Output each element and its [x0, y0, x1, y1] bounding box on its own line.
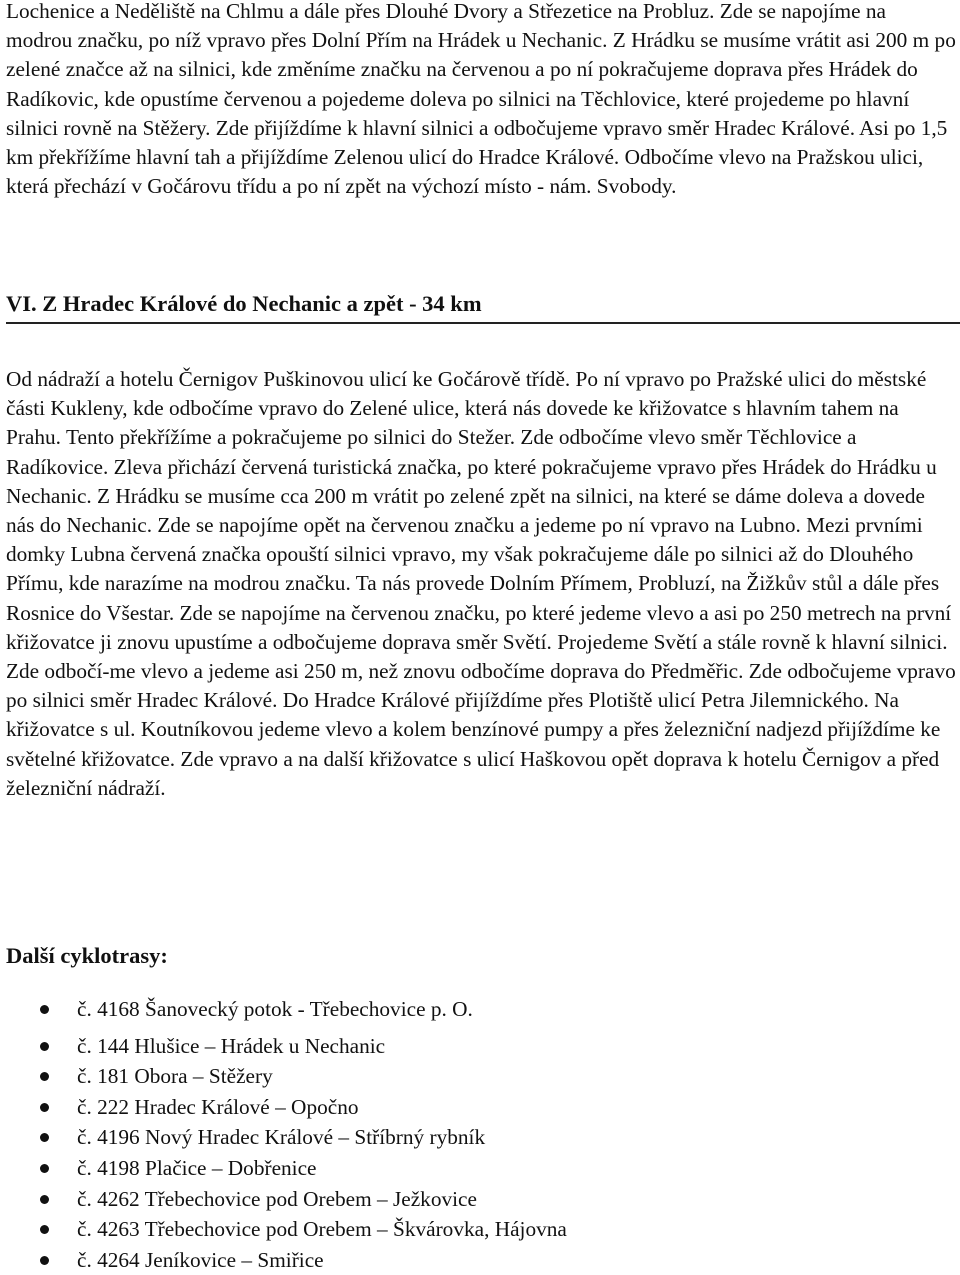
- route-label: č. 4262 Třebechovice pod Orebem – Ježkovice: [77, 1186, 477, 1211]
- route-description-paragraph: Od nádraží a hotelu Černigov Puškinovou ulicí ke Gočárově třídě. Po ní vpravo po Pražské ulici do městské části Kukleny, kde odbočíme vpravo do Zelené ulice, která nás dovede ke křižovatce s hlavním tahem na Prahu. Tento překřížíme a pokračujeme po silnici do Stežer. Zde odbočíme vlevo směr Těchlovice a Radíkovice. Zleva přichází červená turistická značka, po které pokračujeme vpravo přes Hrádek do Hrádku u Nechanic. Z Hrádku se musíme cca 200 m vrátit po zelené zpět na silnici, na které se dáme doleva a dovede nás do Nechanic. Zde se napojíme opět na červenou značku a jedeme po ní vpravo na Lubno. Mezi prvními domky Lubna červená značka opouští silnici vpravo, my však pokračujeme dále po silnici až do Dlouhého Přímu, kde narazíme na modrou značku. Ta nás provede Dolním Přímem, Probluzí, na Žižkův stůl a dále přes Rosnice do Všestar. Zde se napojíme na červenou značku, po které jedeme vlevo a asi po 250 metrech na první křižovatce ji znovu upustíme a odbočujeme doprava směr Světí. Projedeme Světí a stále rovně k hlavní silnici. Zde odbočí-me vlevo a jedeme asi 250 m, než znovu odbočíme doprava do Předměřic. Zde odbočujeme vpravo po silnici směr Hradec Králové. Do Hradce Králové přijíždíme přes Plotiště ulicí Petra Jilemnického. Na křižovatce s ul. Koutníkovou jedeme vlevo a kolem benzínové pumpy a přes železniční nadjezd přijíždíme ke světelné křižovatce. Zde vpravo a na další křižovatce s ulicí Haškovou opět doprava k hotelu Černigov a před železniční nádraží.: [6, 367, 956, 800]
- route-label: č. 4264 Jeníkovice – Smiřice: [77, 1247, 324, 1272]
- route-label: č. 4263 Třebechovice pod Orebem – Škvárovka, Hájovna: [77, 1217, 567, 1242]
- route-label: č. 144 Hlušice – Hrádek u Nechanic: [77, 1033, 386, 1058]
- bullet-icon: [40, 1103, 49, 1112]
- route-label: č. 4196 Nový Hradec Králové – Stříbrný rybník: [77, 1125, 486, 1150]
- route-label: č. 181 Obora – Stěžery: [77, 1064, 273, 1089]
- route-list-item: [6, 1031, 567, 1062]
- bullet-icon: [40, 1225, 49, 1234]
- intro-paragraph: Lochenice a Neděliště na Chlmu a dále přes Dlouhé Dvory a Střezetice na Probluz. Zde se napojíme na modrou značku, po níž vpravo přes Dolní Přím na Hrádek u Nechanic. Z Hrádku se musíme vrátit asi 200 m po zelené značce až na silnici, kde změníme značku na červenou a po ní pokračujeme doprava přes Hrádek do Radíkovic, kde opustíme červenou a pojedeme doleva po silnici na Těchlovice, které projedeme po hlavní silnici rovně na Stěžery. Zde přijíždíme k hlavní silnici a odbočujeme vpravo směr Hradec Králové. Asi po 1,5 km překřížíme hlavní tah a přijíždíme Zelenou ulicí do Hradce Králové. Odbočíme vlevo na Pražskou ulici, která přechází v Gočárovu třídu a po ní zpět na výchozí místo - nám. Svobody.: [6, 0, 956, 199]
- route-label: č. 222 Hradec Králové – Opočno: [77, 1094, 359, 1119]
- route-list-item: [6, 1214, 567, 1245]
- route-list-item: [6, 994, 567, 1025]
- bullet-icon: [40, 1164, 49, 1173]
- bullet-icon: [40, 1005, 49, 1014]
- section-heading: VI. Z Hradec Králové do Nechanic a zpět - 34 km: [6, 289, 960, 324]
- route-label: č. 4198 Plačice – Dobřenice: [77, 1155, 317, 1180]
- more-routes-list: [6, 994, 567, 1275]
- route-label: č. 4168 Šanovecký potok - Třebechovice p. O.: [77, 997, 473, 1021]
- route-list-item: [6, 1061, 567, 1092]
- route-list-item: [6, 1122, 567, 1153]
- bullet-icon: [40, 1133, 49, 1142]
- route-list-item: [6, 1245, 567, 1275]
- bullet-icon: [40, 1042, 49, 1051]
- bullet-icon: [40, 1256, 49, 1265]
- route-list-item: [6, 1092, 567, 1123]
- bullet-icon: [40, 1195, 49, 1204]
- route-list-item: [6, 1184, 567, 1215]
- bullet-icon: [40, 1072, 49, 1081]
- route-list-item: [6, 1153, 567, 1184]
- more-routes-heading: Další cyklotrasy:: [6, 943, 168, 968]
